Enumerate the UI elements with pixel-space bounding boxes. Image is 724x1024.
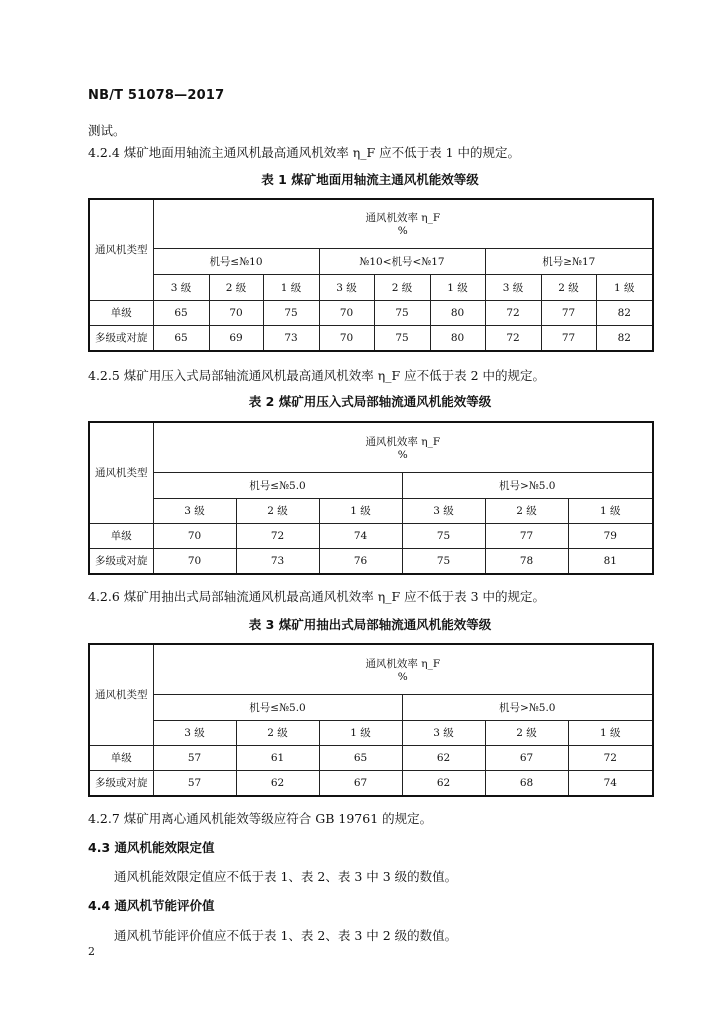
- value-cell: 65: [153, 300, 209, 325]
- value-cell: 70: [153, 548, 236, 574]
- value-cell: 75: [402, 523, 485, 548]
- grade-header: 1 级: [319, 720, 402, 745]
- value-cell: 72: [485, 325, 541, 351]
- value-cell: 69: [209, 325, 263, 351]
- value-cell: 78: [485, 548, 568, 574]
- grade-header: 2 级: [541, 274, 596, 300]
- value-cell: 79: [568, 523, 653, 548]
- type-header-cell: 通风机类型: [89, 644, 153, 745]
- grade-header: 2 级: [209, 274, 263, 300]
- value-cell: 75: [263, 300, 319, 325]
- table-row: [89, 745, 653, 770]
- value-cell: 67: [319, 770, 402, 796]
- value-cell: 62: [402, 770, 485, 796]
- table-3-caption: 表 3 煤矿用抽出式局部轴流通风机能效等级: [248, 617, 492, 632]
- page-number: 2: [88, 945, 95, 958]
- clause-4-2-7: 4.2.7 煤矿用离心通风机能效等级应符合 GB 19761 的规定。: [88, 811, 433, 826]
- grade-header: 3 级: [153, 274, 209, 300]
- group-header: 机号>№5.0: [402, 472, 653, 498]
- group-header: 机号≤№5.0: [153, 694, 402, 720]
- section-4-3-text: 通风机能效限定值应不低于表 1、表 2、表 3 中 3 级的数值。: [114, 869, 458, 884]
- group-header: 机号≤№5.0: [153, 472, 402, 498]
- value-cell: 70: [153, 523, 236, 548]
- value-cell: 67: [485, 745, 568, 770]
- grade-header: 1 级: [319, 498, 402, 523]
- grade-header: 2 级: [236, 720, 319, 745]
- value-cell: 72: [236, 523, 319, 548]
- value-cell: 81: [568, 548, 653, 574]
- row-label: 多级或对旋: [89, 325, 153, 351]
- value-cell: 80: [430, 325, 485, 351]
- group-header: 机号>№5.0: [402, 694, 653, 720]
- grade-header: 3 级: [153, 498, 236, 523]
- table-2: [88, 421, 654, 575]
- grade-header: 1 级: [430, 274, 485, 300]
- clause-4-2-6: 4.2.6 煤矿用抽出式局部轴流通风机最高通风机效率 η_F 应不低于表 3 中的规定。: [88, 589, 546, 604]
- table-row: [89, 300, 653, 325]
- value-cell: 74: [568, 770, 653, 796]
- value-cell: 62: [402, 745, 485, 770]
- table-row: [89, 548, 653, 574]
- standard-code-header: NB/T 51078—2017: [88, 88, 225, 103]
- grade-header: 1 级: [568, 498, 653, 523]
- value-cell: 75: [374, 300, 430, 325]
- row-label: 单级: [89, 745, 153, 770]
- value-cell: 70: [319, 300, 374, 325]
- grade-header: 1 级: [596, 274, 653, 300]
- value-cell: 82: [596, 325, 653, 351]
- row-label: 单级: [89, 300, 153, 325]
- row-label: 多级或对旋: [89, 770, 153, 796]
- value-cell: 74: [319, 523, 402, 548]
- grade-header: 3 级: [402, 498, 485, 523]
- efficiency-header-cell: 通风机效率 η_F %: [153, 644, 653, 694]
- value-cell: 65: [319, 745, 402, 770]
- table-3: [88, 643, 654, 797]
- value-cell: 77: [541, 300, 596, 325]
- clause-4-2-5: 4.2.5 煤矿用压入式局部轴流通风机最高通风机效率 η_F 应不低于表 2 中的规定。: [88, 368, 546, 383]
- value-cell: 62: [236, 770, 319, 796]
- value-cell: 68: [485, 770, 568, 796]
- table-1-caption: 表 1 煤矿地面用轴流主通风机能效等级: [261, 172, 479, 187]
- value-cell: 80: [430, 300, 485, 325]
- efficiency-header-cell: 通风机效率 η_F %: [153, 422, 653, 472]
- row-label: 单级: [89, 523, 153, 548]
- table-row: [89, 523, 653, 548]
- continued-text: 测试。: [88, 123, 126, 138]
- value-cell: 57: [153, 770, 236, 796]
- grade-header: 2 级: [485, 498, 568, 523]
- grade-header: 1 级: [568, 720, 653, 745]
- grade-header: 2 级: [485, 720, 568, 745]
- value-cell: 73: [236, 548, 319, 574]
- value-cell: 72: [485, 300, 541, 325]
- table-row: [89, 770, 653, 796]
- value-cell: 75: [374, 325, 430, 351]
- type-header-cell: 通风机类型: [89, 199, 153, 300]
- group-header: 机号≥№17: [485, 248, 653, 274]
- table-2-caption: 表 2 煤矿用压入式局部轴流通风机能效等级: [248, 394, 492, 409]
- value-cell: 82: [596, 300, 653, 325]
- value-cell: 70: [319, 325, 374, 351]
- table-1: [88, 198, 654, 352]
- efficiency-header-cell: 通风机效率 η_F %: [153, 199, 653, 248]
- section-4-4-text: 通风机节能评价值应不低于表 1、表 2、表 3 中 2 级的数值。: [114, 928, 458, 943]
- value-cell: 61: [236, 745, 319, 770]
- row-label: 多级或对旋: [89, 548, 153, 574]
- group-header: №10<机号<№17: [319, 248, 485, 274]
- grade-header: 2 级: [236, 498, 319, 523]
- value-cell: 72: [568, 745, 653, 770]
- type-header-cell: 通风机类型: [89, 422, 153, 523]
- grade-header: 3 级: [485, 274, 541, 300]
- grade-header: 3 级: [153, 720, 236, 745]
- clause-4-2-4: 4.2.4 煤矿地面用轴流主通风机最高通风机效率 η_F 应不低于表 1 中的规定。: [88, 145, 521, 160]
- value-cell: 73: [263, 325, 319, 351]
- grade-header: 1 级: [263, 274, 319, 300]
- value-cell: 65: [153, 325, 209, 351]
- group-header: 机号≤№10: [153, 248, 319, 274]
- value-cell: 76: [319, 548, 402, 574]
- grade-header: 3 级: [402, 720, 485, 745]
- grade-header: 2 级: [374, 274, 430, 300]
- section-4-4-heading: 4.4 通风机节能评价值: [88, 898, 215, 913]
- grade-header: 3 级: [319, 274, 374, 300]
- value-cell: 77: [485, 523, 568, 548]
- value-cell: 75: [402, 548, 485, 574]
- value-cell: 77: [541, 325, 596, 351]
- value-cell: 70: [209, 300, 263, 325]
- value-cell: 57: [153, 745, 236, 770]
- table-row: [89, 325, 653, 351]
- section-4-3-heading: 4.3 通风机能效限定值: [88, 840, 215, 855]
